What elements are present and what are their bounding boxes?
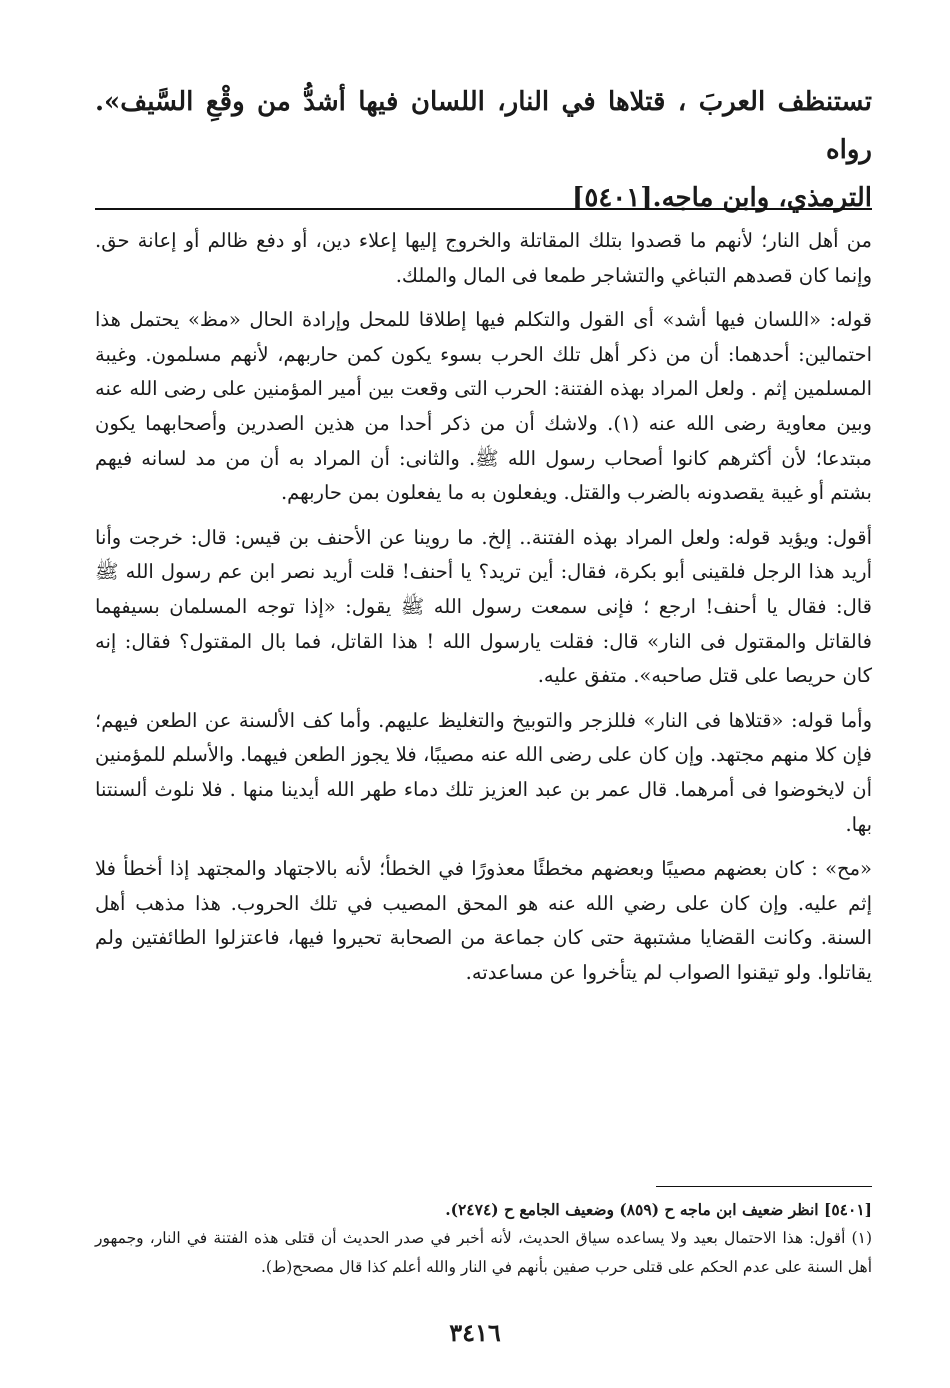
commentary-paragraph: قوله: «اللسان فيها أشد» أى القول والتكلم فيها إطلاقا للمحل وإرادة الحال «مظ» يحتمل هذا احتمالين: أحدهما: أن من ذكر أهل تلك الحرب بسوء يكون كمن حاربهم، لأنهم مسلمون. وغيبة المسلمين إثم . ولعل المراد بهذه الفتنة: الحرب التى وقعت بين أمير المؤمنين على رضى الله عنه وبين معاوية رضى الله عنه (١). ولاشك أن من ذكر أحدا من هذين الصدرين وأصحابهما يكون مبتدعا؛ لأن أكثرهم كانوا أصحاب رسول الله ﷺ. والثانى: أن المراد به أن من مد لسانه فيهم بشتم أو غيبة يقصدونه بالضرب والقتل. ويفعلون به ما يفعلون بمن حاربهم. [95, 308, 872, 505]
hadith-line: تستنظف العربَ ، قتلاها في النار، اللسان فيها أشدُّ من وقْعِ السَّيف». رواه [95, 87, 872, 165]
footnotes [95, 1195, 872, 1282]
page-number: ٣٤١٦ [449, 1318, 501, 1347]
hadith-line: الترمذي، وابن ماجه.[٥٤٠١] [572, 183, 872, 213]
footnote-divider [656, 1186, 872, 1187]
footnote-note: (١) أقول: هذا الاحتمال بعيد ولا يساعده سياق الحديث، لأنه أخبر في صدر الحديث أن قتلى هذه الفتنة في النار، وجمهور أهل السنة على عدم الحكم على قتلى حرب صفين بأنهم في النار والله أعلم كذا قال مصحح(ط). [95, 1229, 872, 1276]
commentary-paragraph: «مح» : كان بعضهم مصيبًا وبعضهم مخطئًا معذورًا في الخطأ؛ لأنه بالاجتهاد والمجتهد إذا أخطأ فلا إثم عليه. وإن كان على رضي الله عنه هو المحق المصيب في تلك الحروب. هذا مذهب أهل السنة. وكانت القضايا مشتبهة حتى كان جماعة من الصحابة تحيروا فيها، فاعتزلوا الطائفتين ولم يقاتلوا. ولو تيقنوا الصواب لم يتأخروا عن مساعدته. [95, 857, 872, 984]
section-divider [95, 208, 872, 210]
footnote-reference: [٥٤٠١] انظر ضعيف ابن ماجه ح (٨٥٩) وضعيف الجامع ح (٢٤٧٤). [445, 1200, 872, 1219]
commentary-paragraph: وأما قوله: «قتلاها فى النار» فللزجر والتوبيخ والتغليظ عليهم. وأما كف الألسنة عن الطعن فيهم؛ فإن كلا منهم مجتهد. وإن كان على رضى الله عنه مصيبًا، فلا يجوز الطعن فيهما. والأسلم للمؤمنين أن لايخوضوا فى أمرهما. قال عمر بن عبد العزيز تلك دماء طهر الله أيدينا منها . فلا نلوث ألسنتنا بها. [95, 708, 872, 836]
commentary-text [95, 224, 872, 1000]
hadith-text [95, 78, 872, 222]
commentary-paragraph: أقول: ويؤيد قوله: ولعل المراد بهذه الفتنة.. إلخ. ما روينا عن الأحنف بن قيس: قال: خرجت وأنا أريد هذا الرجل فلقينى أبو بكرة، فقال: أين تريد؟ يا أحنف! قلت أريد نصر ابن عم رسول الله ﷺ قال: فقال يا أحنف! ارجع ؛ فإنى سمعت رسول الله ﷺ يقول: «إذا توجه المسلمان بسيفهما فالقاتل والمقتول فى النار» قال: فقلت يارسول الله ! هذا القاتل، فما بال المقتول؟ فقال: إنه كان حريصا على قتل صاحبه». متفق عليه. [95, 525, 872, 688]
commentary-paragraph: من أهل النار؛ لأنهم ما قصدوا بتلك المقاتلة والخروج إليها إعلاء دين، أو دفع ظالم أو إعانة حق. وإنما كان قصدهم التباغي والتشاجر طمعا فى المال والملك. [95, 229, 872, 287]
